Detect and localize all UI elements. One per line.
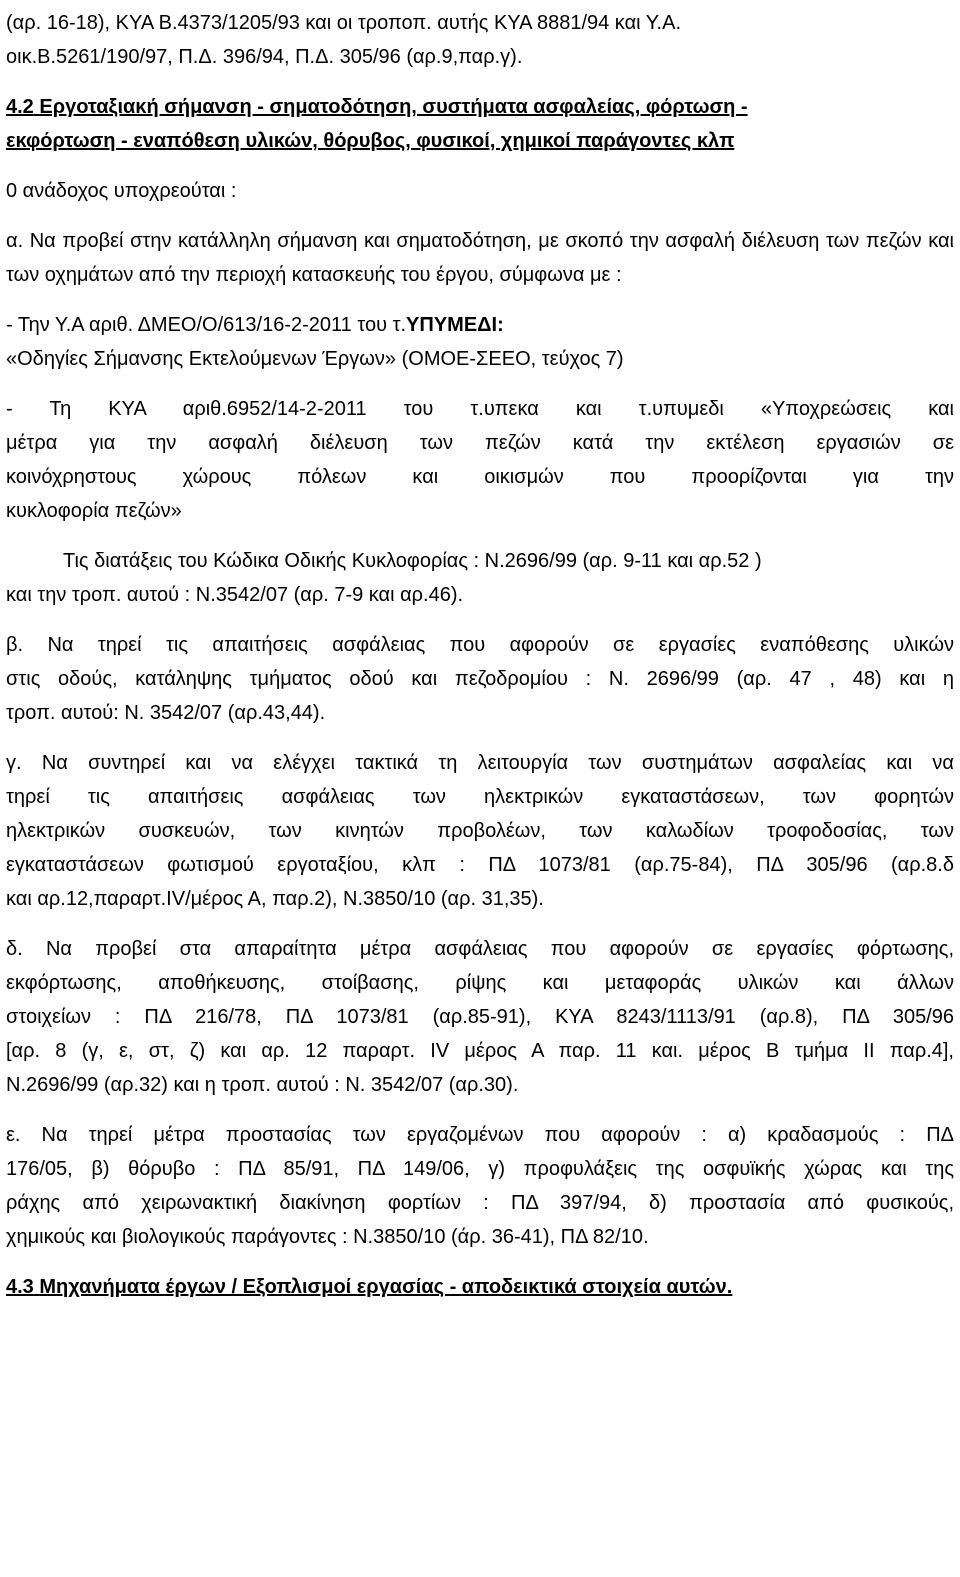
- item-b-line1: β. Να τηρεί τις απαιτήσεις ασφάλειας που αφορούν σε εργασίες εναπόθεσης υλικών: [6, 634, 954, 656]
- item-a-ref2-line1: - Τη ΚΥΑ αριθ.6952/14-2-2011 του τ.υπεκα και τ.υπυμεδι «Υποχρεώσεις και: [6, 398, 954, 420]
- item-d-line4: [αρ. 8 (γ, ε, στ, ζ) και αρ. 12 παραρτ. IV μέρος Α παρ. 11 και. μέρος Β τμήμα ΙΙ παρ.4],: [6, 1040, 954, 1062]
- item-d-line1: δ. Να προβεί στα απαραίτητα μέτρα ασφάλειας που αφορούν σε εργασίες φόρτωσης,: [6, 938, 954, 960]
- item-a-text: α. Να προβεί στην κατάλληλη σήμανση και σηματοδότηση, με σκοπό την ασφαλή διέλευση των πεζών και των οχημάτων από την περιοχή κατασκευής του έργου, σύμφωνα με :: [6, 230, 954, 286]
- item-a-ref2-line2: μέτρα για την ασφαλή διέλευση των πεζών κατά την εκτέλεση εργασιών σε: [6, 432, 954, 454]
- item-a-ref3-line1: Τις διατάξεις του Κώδικα Οδικής Κυκλοφορίας : Ν.2696/99 (αρ. 9-11 και αρ.52 ): [63, 550, 762, 572]
- section-4-2-lead: 0 ανάδοχος υποχρεούται :: [6, 180, 237, 202]
- item-d-line5: Ν.2696/99 (αρ.32) και η τροπ. αυτού : Ν. 3542/07 (αρ.30).: [6, 1074, 519, 1096]
- section-4-2-title-line1: Εργοταξιακή σήμανση - σηματοδότηση, συστήματα ασφαλείας, φόρτωση -: [39, 96, 748, 118]
- section-4-3-heading: [6, 1270, 954, 1304]
- document-page: [6, 6, 954, 1304]
- item-a-ref1: [6, 308, 954, 342]
- item-a-ref1-line2: «Οδηγίες Σήμανσης Εκτελούμενων Έργων» (ΟΜΟΕ-ΣΕΕΟ, τεύχος 7): [6, 348, 624, 370]
- item-e-line1: ε. Να τηρεί μέτρα προστασίας των εργαζομένων που αφορούν : α) κραδασμούς : ΠΔ: [6, 1124, 954, 1146]
- item-e-line3: ράχης από χειρωνακτική διακίνηση φορτίων : ΠΔ 397/94, δ) προστασία από φυσικούς,: [6, 1192, 954, 1214]
- item-a-ref1-bold: ΥΠΥΜΕΔΙ:: [406, 314, 504, 336]
- item-a-ref2-line4: κυκλοφορία πεζών»: [6, 500, 182, 522]
- section-4-3-number: 4.3: [6, 1276, 34, 1298]
- section-4-2-number: 4.2: [6, 96, 34, 118]
- intro-line-1: (αρ. 16-18), ΚΥΑ Β.4373/1205/93 και οι τροποπ. αυτής ΚΥΑ 8881/94 και Υ.Α.: [6, 12, 681, 34]
- item-a-ref2-line3: κοινόχρηστους χώρους πόλεων και οικισμών που προορίζονται για την: [6, 466, 954, 488]
- item-b-line2: στις οδούς, κατάληψης τμήματος οδού και πεζοδρομίου : Ν. 2696/99 (αρ. 47 , 48) και η: [6, 668, 954, 690]
- item-c-line3: ηλεκτρικών συσκευών, των κινητών προβολέων, των καλωδίων τροφοδοσίας, των: [6, 820, 954, 842]
- item-e-line4: χημικούς και βιολογικούς παράγοντες : Ν.3850/10 (άρ. 36-41), ΠΔ 82/10.: [6, 1226, 649, 1248]
- item-a-ref3-line2: και την τροπ. αυτού : Ν.3542/07 (αρ. 7-9 και αρ.46).: [6, 584, 464, 606]
- item-b-line3: τροπ. αυτού: Ν. 3542/07 (αρ.43,44).: [6, 702, 326, 724]
- item-c-line4: εγκαταστάσεων φωτισμού εργοταξίου, κλπ : ΠΔ 1073/81 (αρ.75-84), ΠΔ 305/96 (αρ.8.δ: [6, 854, 954, 876]
- item-c-line2: τηρεί τις απαιτήσεις ασφάλειας των ηλεκτρικών εγκαταστάσεων, των φορητών: [6, 786, 954, 808]
- item-c-line5: και αρ.12,παραρτ.IV/μέρος Α, παρ.2), Ν.3850/10 (αρ. 31,35).: [6, 888, 544, 910]
- section-4-2-title-line2: εκφόρτωση - εναπόθεση υλικών, θόρυβος, φυσικοί, χημικοί παράγοντες κλπ: [6, 130, 735, 152]
- item-d-line3: στοιχείων : ΠΔ 216/78, ΠΔ 1073/81 (αρ.85-91), ΚΥΑ 8243/1113/91 (αρ.8), ΠΔ 305/96: [6, 1006, 954, 1028]
- section-4-2-heading: [6, 90, 954, 158]
- item-c-line1: γ. Να συντηρεί και να ελέγχει τακτικά τη λειτουργία των συστημάτων ασφαλείας και να: [6, 752, 954, 774]
- intro-line-2: οικ.Β.5261/190/97, Π.Δ. 396/94, Π.Δ. 305/96 (αρ.9,παρ.γ).: [6, 46, 523, 68]
- item-e-line2: 176/05, β) θόρυβο : ΠΔ 85/91, ΠΔ 149/06, γ) προφυλάξεις της οσφυϊκής χώρας και της: [6, 1158, 954, 1180]
- item-a-ref1-prefix: - Την Υ.Α αριθ. ΔΜΕΟ/Ο/613/16-2-2011 του τ.: [6, 314, 407, 336]
- section-4-3-title: Μηχανήματα έργων / Εξοπλισμοί εργασίας - αποδεικτικά στοιχεία αυτών.: [39, 1276, 733, 1298]
- item-d-line2: εκφόρτωσης, αποθήκευσης, στοίβασης, ρίψης και μεταφοράς υλικών και άλλων: [6, 972, 954, 994]
